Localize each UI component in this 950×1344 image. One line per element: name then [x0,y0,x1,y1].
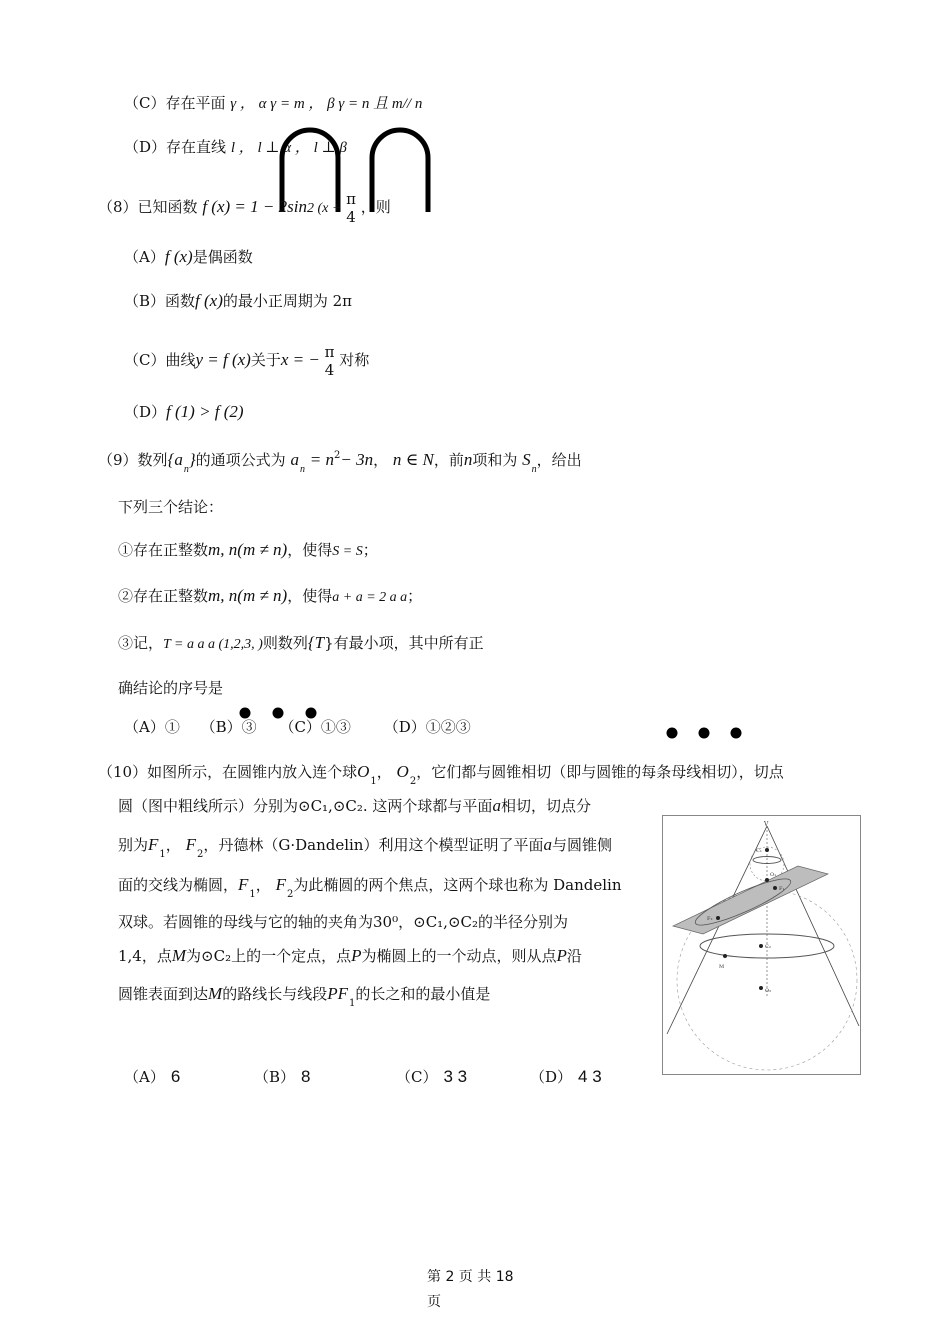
q8-option-d-label: （D） [124,403,167,421]
q10-l3-F2: F [185,835,196,854]
q9-S: S [522,450,531,469]
q10-option-d-label: （D） [530,1068,573,1086]
q10-option-b [254,1066,311,1087]
q10-O1: O [357,762,370,781]
q8-option-b-label: （B）函数 [124,292,196,310]
q9-c2-text: ，使得 [287,587,333,605]
q10-l7-PF: PF [327,984,348,1003]
q9-c3-eq: T = a a a (1,2,3, ) [163,637,263,652]
q8-option-b-math: f (x) [195,291,223,310]
q10-l1-rest: ，它们都与圆锥相切（即与圆锥的每条母线相切），切点 [416,763,784,781]
q8-option-c-math: y = f (x) [195,350,251,369]
page-footer-line1: 第 2 页 共 18 [427,1269,514,1285]
q9-c3-text: 则数列 [262,634,308,652]
q7-option-d-label: （D）存在直线 [124,138,227,156]
q8-option-d-math: f (1) > f (2) [166,402,244,421]
fig-label-c2: C₂ [765,944,771,950]
fig-label-m: M [719,964,725,970]
q9-text1: 的通项公式为 [195,451,286,469]
q10-line2 [118,796,591,816]
q9-c3-T: {T [307,633,325,652]
q9-stem: （9）数列$\{a_n\}$的通项公式为 $a_n = n^2- 3n$， n ∈ N，前n项和为 $S_n$，给出 [98,450,582,475]
q10-l3-end: 与圆锥侧 [551,836,612,854]
q9-formula-a: a [290,450,299,469]
q10-l7-end: 的长之和的最小值是 [355,985,491,1003]
q8-option-c-den: 4 [324,361,335,379]
q8-fraction [346,190,356,226]
q9-seq-close: } [188,450,196,469]
q10-l2-text: 圆（图中粗线所示）分别为⊙C₁,⊙C₂. 这两个球都与平面 [118,797,493,815]
fig-label-c1: C₁ [756,848,762,854]
q8-option-c-num: π [324,343,335,361]
q8-option-c-text1: 关于 [250,351,281,369]
q8-option-a-math: f (x) [164,247,193,266]
q10-l2-a: a [492,796,501,815]
q9-line6: 确结论的序号是 [118,679,224,697]
q10-option-d-value: 4 3 [578,1067,602,1086]
q10-line1: （10）如图所示，在圆锥内放入连个球$O_1$， $O_2$，它们都与圆锥相切（即与圆锥的每条母线相切），切点 [98,762,784,787]
q9-n: n [463,450,473,469]
q10-l4-sep: ， [255,876,271,894]
q10-l6-prefix: 1,4，点 [118,947,172,965]
q9-c1-math: m, n(m ≠ n) [208,540,288,559]
q9-conclusion-1 [118,540,378,562]
q9-domain: n ∈ N [392,450,434,469]
fig-label-f2: F₂ [707,916,713,922]
q8-option-c-label: （C）曲线 [124,351,196,369]
q10-l7-prefix: 圆锥表面到达 [118,985,209,1003]
fig-label-f1: F₁ [779,886,785,892]
q9-c1-end: ； [362,541,378,559]
q9-c2-math: m, n(m ≠ n) [208,586,288,605]
q10-l6-text2: 为椭圆上的一个动点，则从点 [361,947,557,965]
q7-option-c [124,93,422,114]
q9-c1-prefix: ①存在正整数 [118,541,209,559]
q10-l4-prefix: 面的交线为椭圆， [118,876,239,894]
q10-l4-rest: 为此椭圆的两个焦点，这两个球也称为 Dandelin [293,876,622,894]
q8-option-c-math2: x = − [280,350,320,369]
page-footer-line2: 页 [427,1294,441,1310]
q10-l4-F2: F [275,875,286,894]
q10-line5 [118,912,568,932]
q9-text2: ， [373,451,389,469]
q9-c3-prefix: ③记， [118,634,164,652]
dot-artifact-2 [662,724,752,742]
q9-conclusion-2 [118,586,422,608]
q10-l2-rest: 相切，切点分 [500,797,591,815]
q8-number: （8）已知函数 [98,198,198,216]
q9-c2-end: ； [407,587,423,605]
q10-l5-prefix: 双球。若圆锥的母线与它的轴的夹角为 [118,913,374,931]
q10-l3-prefix: 别为 [118,836,149,854]
q10-option-a [124,1066,180,1087]
q10-l3-rest: ，丹德林（G·Dandelin）利用这个模型证明了平面 [203,836,544,854]
q9-text4: 项和为 [472,451,518,469]
q7-option-c-label: （C）存在平面 [124,94,226,112]
q9-option-d: （D）①②③ [383,718,471,736]
q10-option-d [530,1066,602,1087]
q10-option-c [396,1066,467,1087]
q7-option-d-math: l ， l ⊥ α ， l ⊥ β [230,140,347,156]
dot-artifact-1 [236,704,326,722]
q10-l7-M: M [208,984,223,1003]
q9-c1-text: ，使得 [287,541,333,559]
fig-label-o1: O₁ [770,872,777,878]
q10-l1-sep: ， [376,763,392,781]
q8-formula: f (x) = 1 − 2sin [202,197,307,216]
q7-option-c-math: γ ， α γ = m ， β γ = n 且 m// n [230,96,423,112]
q9-option-b: （B）③ [200,718,257,736]
q9-c2-prefix: ②存在正整数 [118,587,209,605]
q9-formula-rest: = n [309,450,334,469]
q10-line3: 别为$F_1$， $F_2$，丹德林（G·Dandelin）利用这个模型证明了平面a与圆锥侧 [118,835,612,860]
q10-line6 [118,946,582,966]
dandelin-figure [662,815,861,1075]
dandelin-diagram [663,816,860,1074]
q10-line4: 面的交线为椭圆，$F_1$， $F_2$为此椭圆的两个焦点，这两个球也称为 Dandelin [118,875,622,900]
fig-label-v: V [764,821,769,828]
q9-text5: ，给出 [536,451,582,469]
q10-option-c-label: （C） [396,1068,438,1086]
q10-option-a-label: （A） [124,1068,165,1086]
q10-option-c-value: 3 3 [443,1067,468,1086]
q8-option-d [124,402,244,422]
q8-option-b [124,291,352,311]
q10-l3-F1: F [148,835,159,854]
fig-label-o2: O₂ [765,988,772,994]
q8-frac-num: π [346,190,356,208]
q8-formula-part2: 2 (x + [306,201,342,216]
q8-option-b-text: 的最小正周期为 2π [222,292,353,310]
q8-option-a-text: 是偶函数 [192,248,253,266]
q9-seq-sub: n [183,464,189,475]
q8-option-c-fraction [325,343,335,379]
q10-l5-angle: 30⁰ [373,913,399,931]
q9-c3-text2: }有最小项，其中所有正 [324,634,484,652]
q8-option-c-text2: 对称 [339,351,370,369]
q10-line7: 圆锥表面到达M的路线长与线段$PF_1$的长之和的最小值是 [118,984,491,1009]
q9-line2: 下列三个结论： [118,498,224,516]
q9-c2-eq: a + a = 2 a a [332,590,408,605]
q9-c1-eq: S = S [332,544,363,559]
q8-option-a-label: （A） [124,248,165,266]
q10-l4-F1: F [238,875,249,894]
q9-option-c: （C）①③ [279,718,351,736]
q8-option-c [124,340,369,380]
q10-l5-rest: ，⊙C₁,⊙C₂的半径分别为 [398,913,569,931]
q10-option-b-value: 8 [301,1067,311,1086]
q10-l3-a: a [543,835,552,854]
q10-l6-P2: P [556,946,567,965]
q9-option-a: （A）① [124,718,180,736]
q9-conclusion-3 [118,633,484,655]
q10-option-b-label: （B） [254,1068,296,1086]
q9-formula-sub: n [299,464,305,475]
q10-l6-text1: 为⊙C₂上的一个定点，点 [186,947,352,965]
q10-option-a-value: 6 [170,1067,181,1086]
q8-stem [98,190,391,226]
q10-l7-text: 的路线长与线段 [222,985,328,1003]
q10-l6-end: 沿 [566,947,582,965]
q8-option-a [124,247,253,267]
q10-l6-M: M [171,946,187,965]
q9-number: （9）数列 [98,451,168,469]
q9-formula-end: − 3n [340,450,374,469]
q9-seq-a: {a [167,450,183,469]
q9-text3: ，前 [433,451,464,469]
q8-suffix: ，则 [360,198,391,216]
q9-S-sub: n [531,464,537,475]
q10-l1-prefix: （10）如图所示，在圆锥内放入连个球 [98,763,358,781]
q10-l6-P: P [351,946,362,965]
q10-O2: O [396,762,409,781]
q10-l3-sep: ， [165,836,181,854]
q8-frac-den: 4 [346,208,356,226]
